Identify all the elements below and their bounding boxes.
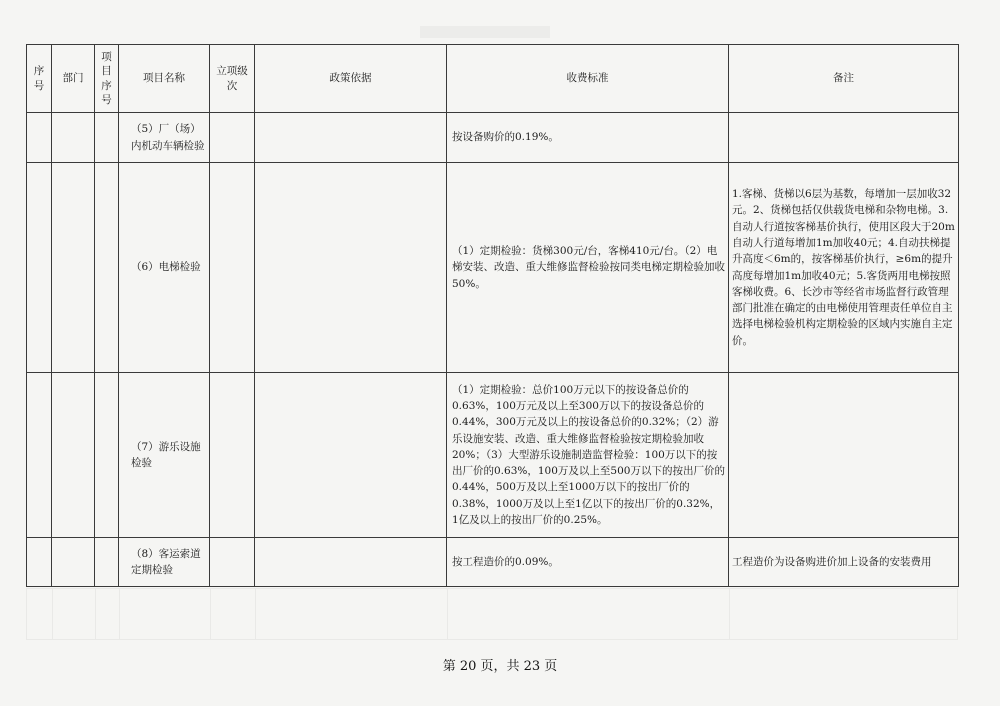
cell-dept [52,373,95,538]
cell-item-seq [95,113,119,163]
cell-level [210,373,255,538]
cell-standard: 按工程造价的0.09%。 [447,538,729,587]
header-standard: 收费标准 [447,45,729,113]
cell-seq [27,373,52,538]
cell-remark: 1.客梯、货梯以6层为基数，每增加一层加收32元。2、货梯包括仅供载货电梯和杂物电梯。3.自动人行道按客梯基价执行，使用区段大于20m自动人行道每增加1m加收40元；4.自动扶梯提升高度＜6m的，按客梯基价执行，≥6m的提升高度每增加1m加收40元；5.客货两用电梯按照客梯收费。6、长沙市等经省市场监督行政管理部门批准在确定的由电梯使用管理责任单位自主选择电梯检验机构定期检验的区域内实施自主定价。 [729,163,959,373]
fee-standard-table [26,44,959,587]
cell-seq [27,538,52,587]
cell-dept [52,113,95,163]
cell-standard: （1）定期检验：货梯300元/台，客梯410元/台。（2）电梯安装、改造、重大维修监督检验按同类电梯定期检验加收50%。 [447,163,729,373]
cell-item-name: （5）厂（场）内机动车辆检验 [119,113,210,163]
table-row [27,538,959,587]
cell-level [210,163,255,373]
cell-dept [52,538,95,587]
header-policy: 政策依据 [255,45,447,113]
cell-policy [255,113,447,163]
cell-item-seq [95,373,119,538]
bleed-through-table-ghost [26,588,958,640]
header-seq: 序号 [27,45,52,113]
cell-dept [52,163,95,373]
cell-item-seq [95,538,119,587]
cell-policy [255,373,447,538]
header-level: 立项级次 [210,45,255,113]
header-item-seq: 项目序号 [95,45,119,113]
cell-item-name: （6）电梯检验 [119,163,210,373]
cell-remark [729,113,959,163]
cell-item-name: （8）客运索道定期检验 [119,538,210,587]
header-remark: 备注 [729,45,959,113]
table-header-row [27,45,959,113]
cell-policy [255,538,447,587]
cell-level [210,538,255,587]
cell-item-name: （7）游乐设施检验 [119,373,210,538]
cell-remark [729,373,959,538]
header-item-name: 项目名称 [119,45,210,113]
cell-level [210,113,255,163]
header-dept: 部门 [52,45,95,113]
cell-standard: （1）定期检验：总价100万元以下的按设备总价的0.63%，100万元及以上至300万以下的按设备总价的0.44%，300万元及以上的按设备总价的0.32%；（2）游乐设施安装、改造、重大维修监督检验按定期检验加收20%；（3）大型游乐设施制造监督检验：100万以下的按出厂价的0.63%，100万及以上至500万以下的按出厂价的0.44%，500万及以上至1000万以下的按出厂价的0.38%，1000万及以上至1亿以下的按出厂价的0.32%，1亿及以上的按出厂价的0.25%。 [447,373,729,538]
table-row [27,163,959,373]
table-row [27,113,959,163]
cell-seq [27,113,52,163]
cell-standard: 按设备购价的0.19%。 [447,113,729,163]
cell-remark: 工程造价为设备购进价加上设备的安装费用 [729,538,959,587]
cell-policy [255,163,447,373]
table-row [27,373,959,538]
bleed-through-ghost [420,26,550,38]
page-number-footer: 第 20 页，共 23 页 [442,659,558,674]
cell-item-seq [95,163,119,373]
cell-seq [27,163,52,373]
